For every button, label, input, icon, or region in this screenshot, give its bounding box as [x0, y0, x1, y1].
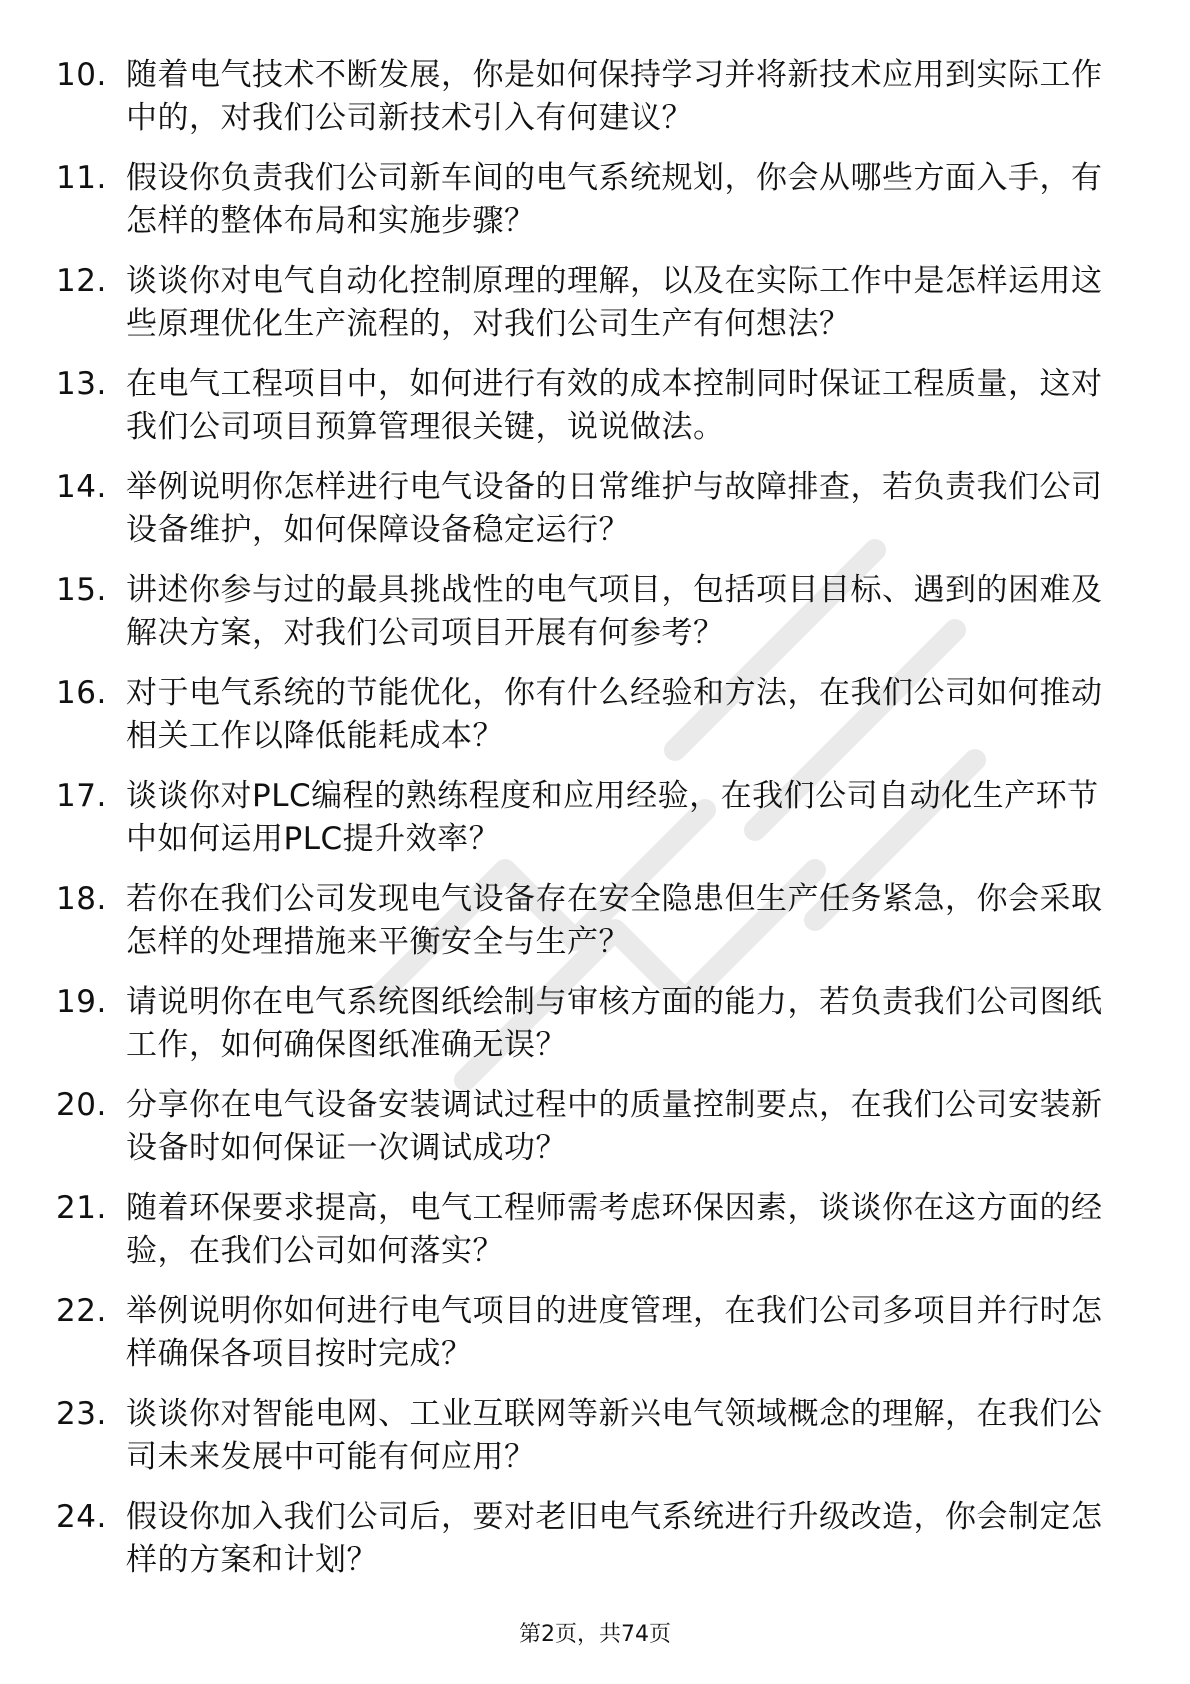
question-item — [56, 466, 1116, 552]
question-list — [56, 54, 1116, 1599]
question-text: 请说明你在电气系统图纸绘制与审核方面的能力，若负责我们公司图纸工作，如何确保图纸准确无误？ — [126, 984, 1103, 1063]
question-number: 11. — [56, 160, 107, 196]
question-item — [56, 1496, 1116, 1582]
question-item — [56, 775, 1116, 861]
question-text: 在电气工程项目中，如何进行有效的成本控制同时保证工程质量，这对我们公司项目预算管理很关键，说说做法。 — [126, 366, 1103, 445]
question-item — [56, 569, 1116, 655]
question-number: 15. — [56, 572, 107, 608]
question-number: 17. — [56, 778, 107, 814]
question-number: 12. — [56, 263, 107, 299]
question-text: 举例说明你如何进行电气项目的进度管理，在我们公司多项目并行时怎样确保各项目按时完成？ — [126, 1293, 1103, 1372]
question-number: 13. — [56, 366, 107, 402]
question-text: 随着电气技术不断发展，你是如何保持学习并将新技术应用到实际工作中的，对我们公司新技术引入有何建议？ — [126, 57, 1103, 136]
question-item — [56, 54, 1116, 140]
question-number: 19. — [56, 984, 107, 1020]
question-text: 对于电气系统的节能优化，你有什么经验和方法，在我们公司如何推动相关工作以降低能耗成本？ — [126, 675, 1103, 754]
question-item — [56, 672, 1116, 758]
question-text: 假设你加入我们公司后，要对老旧电气系统进行升级改造，你会制定怎样的方案和计划？ — [126, 1499, 1103, 1578]
question-number: 10. — [56, 57, 107, 93]
question-item — [56, 1393, 1116, 1479]
question-number: 14. — [56, 469, 107, 505]
question-text: 谈谈你对电气自动化控制原理的理解，以及在实际工作中是怎样运用这些原理优化生产流程的，对我们公司生产有何想法？ — [126, 263, 1103, 342]
question-number: 22. — [56, 1293, 107, 1329]
question-text: 随着环保要求提高，电气工程师需考虑环保因素，谈谈你在这方面的经验，在我们公司如何落实？ — [126, 1190, 1103, 1269]
question-number: 21. — [56, 1190, 107, 1226]
question-item — [56, 260, 1116, 346]
question-text: 谈谈你对PLC编程的熟练程度和应用经验，在我们公司自动化生产环节中如何运用PLC提升效率？ — [126, 778, 1099, 857]
page-indicator: 第2页，共74页 — [519, 1622, 671, 1647]
question-item — [56, 1084, 1116, 1170]
question-item — [56, 1290, 1116, 1376]
question-text: 若你在我们公司发现电气设备存在安全隐患但生产任务紧急，你会采取怎样的处理措施来平衡安全与生产？ — [126, 881, 1103, 960]
question-item — [56, 878, 1116, 964]
question-number: 20. — [56, 1087, 107, 1123]
question-text: 讲述你参与过的最具挑战性的电气项目，包括项目目标、遇到的困难及解决方案，对我们公司项目开展有何参考？ — [126, 572, 1103, 651]
question-text: 举例说明你怎样进行电气设备的日常维护与故障排查，若负责我们公司设备维护，如何保障设备稳定运行？ — [126, 469, 1103, 548]
question-item — [56, 363, 1116, 449]
question-number: 18. — [56, 881, 107, 917]
question-number: 23. — [56, 1396, 107, 1432]
question-item — [56, 1187, 1116, 1273]
question-text: 谈谈你对智能电网、工业互联网等新兴电气领域概念的理解，在我们公司未来发展中可能有何应用？ — [126, 1396, 1103, 1475]
question-text: 假设你负责我们公司新车间的电气系统规划，你会从哪些方面入手，有怎样的整体布局和实施步骤？ — [126, 160, 1103, 239]
question-item — [56, 981, 1116, 1067]
question-number: 16. — [56, 675, 107, 711]
question-number: 24. — [56, 1499, 107, 1535]
question-text: 分享你在电气设备安装调试过程中的质量控制要点，在我们公司安装新设备时如何保证一次调试成功？ — [126, 1087, 1103, 1166]
question-item — [56, 157, 1116, 243]
page-footer — [0, 1620, 1190, 1650]
